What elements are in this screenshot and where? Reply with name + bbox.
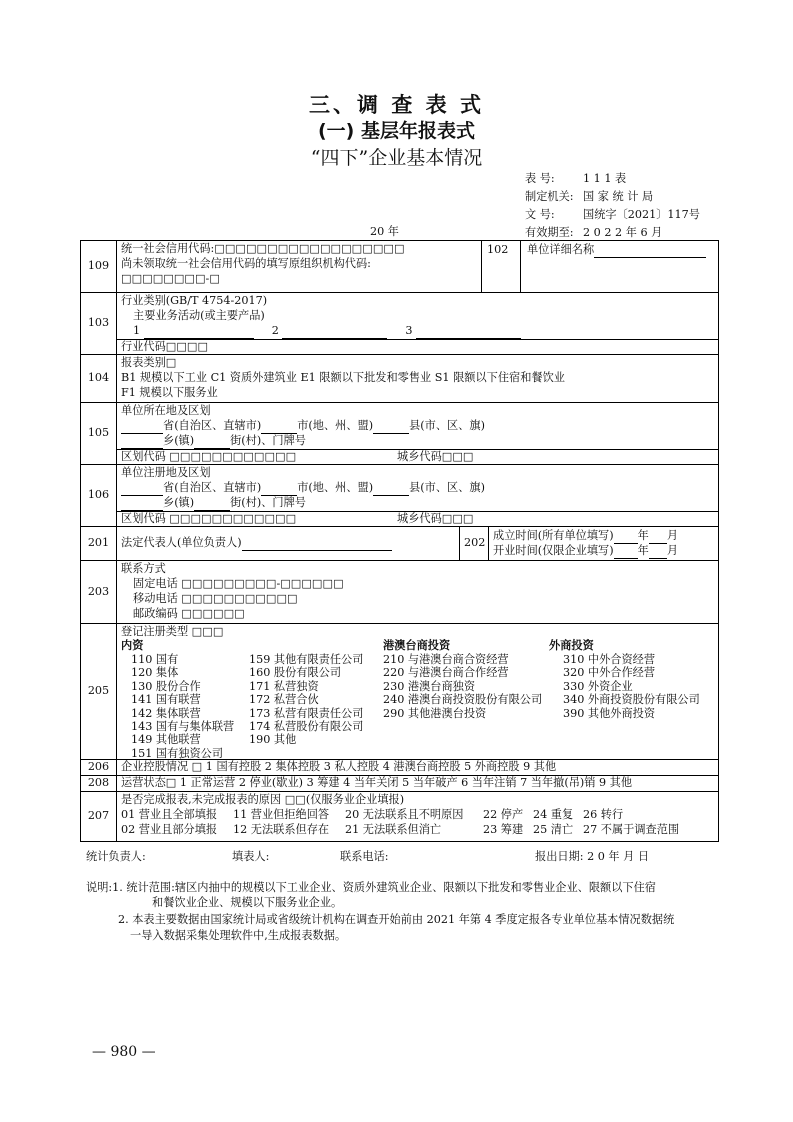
report-type-field[interactable]: 报表类别□ xyxy=(121,356,177,369)
row-208 xyxy=(81,776,718,792)
location-address-line2[interactable]: 乡(镇) 街(村)、门牌号 xyxy=(121,434,714,449)
page-number: — 980 — xyxy=(92,1044,156,1060)
opening-time-field[interactable]: 开业时间(仅限企业填写) 年 月 xyxy=(493,544,679,557)
holding-status-field[interactable]: 企业控股情况 □ 1 国有控股 2 集体控股 3 私人控股 4 港澳台商控股 5 外商控股 9 其他 xyxy=(121,760,557,773)
domestic-col2: 159 其他有限责任公司 160 股份有限公司 171 私营独资 172 私营合伙 173 私营有限责任公司 174 私营股份有限公司 190 其他 xyxy=(249,653,364,747)
row-code-102: 102 xyxy=(487,243,509,256)
industry-code-field[interactable]: 行业代码□□□□ xyxy=(117,339,718,354)
row-104 xyxy=(81,355,718,403)
row-206 xyxy=(81,760,718,776)
row-203 xyxy=(81,561,718,624)
row-code: 106 xyxy=(81,465,117,526)
phone-label: 联系电话: xyxy=(340,850,389,863)
row-106 xyxy=(81,465,718,527)
row-105 xyxy=(81,403,718,465)
filler-label: 填表人: xyxy=(232,850,270,863)
row-code: 109 xyxy=(81,241,117,292)
row-code: 104 xyxy=(81,355,117,402)
page-title: 三、调 查 表 式 xyxy=(309,93,484,117)
registered-address-line1[interactable]: 省(自治区、直辖市) 市(地、州、盟) 县(市、区、旗) xyxy=(121,481,714,496)
meta-authority: 制定机关: 国 家 统 计 局 xyxy=(525,190,654,203)
hkmt-col: 210 与港澳台商合资经营 220 与港澳台商合作经营 230 港澳台商独资 240 港澳台商投资股份有限公司 290 其他港澳台投资 xyxy=(383,653,543,720)
row-code: 201 xyxy=(81,527,117,560)
operating-status-field[interactable]: 运营状态□ 1 正常运营 2 停业(歇业) 3 筹建 4 当年关闭 5 当年破产 6 当年注销 7 当年撤(吊)销 9 其他 xyxy=(121,776,633,789)
report-date-label: 报出日期: 2 0 年 月 日 xyxy=(535,850,650,863)
report-type-options: B1 规模以下工业 C1 资质外建筑业 E1 限额以下批发和零售业 S1 限额以下住宿和餐饮业 xyxy=(121,371,565,384)
registered-address-line2[interactable]: 乡(镇) 街(村)、门牌号 xyxy=(121,496,714,511)
registered-location-label: 单位注册地及区划 xyxy=(121,466,211,479)
hkmt-heading: 港澳台商投资 xyxy=(383,639,451,652)
domestic-col1: 110 国有 120 集体 130 股份合作 141 国有联营 142 集体联营 143 国有与集体联营 149 其他联营 151 国有独资公司 xyxy=(131,653,235,759)
meta-valid-until: 有效期至: 2 0 2 2 年 6 月 xyxy=(525,226,663,239)
industry-label: 行业类别(GB/T 4754-2017) xyxy=(121,294,268,307)
foreign-col: 310 中外合资经营 320 中外合作经营 330 外资企业 340 外商投资股份有限公司 390 其他外商投资 xyxy=(563,653,700,720)
main-activity-fields[interactable]: 1 2 3 xyxy=(121,324,714,339)
completion-options-1: 01 营业且全部填报 11 营业但拒绝回答 20 无法联系且不明原因 22 停产 24 重复 26 转行 xyxy=(121,808,624,821)
completion-status-field[interactable]: 是否完成报表,未完成报表的原因 □□(仅服务业企业填报) xyxy=(121,793,405,806)
meta-table-no: 表 号: 1 1 1 表 xyxy=(525,172,627,185)
domestic-heading: 内资 xyxy=(121,639,144,652)
form-title: “四下”企业基本情况 xyxy=(310,147,483,169)
stat-manager-label: 统计负责人: xyxy=(86,850,146,863)
contact-label: 联系方式 xyxy=(121,562,166,575)
registration-type-field[interactable]: 登记注册类型 □□□ xyxy=(121,625,224,638)
note-2: 2. 本表主要数据由国家统计局或省级统计机构在调查开始前由 2021 年第 4 季度定报各专业单位基本情况数据统 xyxy=(118,913,675,926)
org-code-label: 尚未领取统一社会信用代码的填写原组织机构代码: xyxy=(121,257,371,270)
location-label: 单位所在地及区划 xyxy=(121,404,211,417)
meta-doc-no: 文 号: 国统字〔2021〕117号 xyxy=(525,208,700,221)
section-title: (一) 基层年报表式 xyxy=(318,120,475,142)
row-207 xyxy=(81,792,718,842)
row-103 xyxy=(81,293,718,355)
row-code-202: 202 xyxy=(464,536,486,549)
unit-name-field[interactable]: 单位详细名称 xyxy=(527,243,706,258)
postcode-field[interactable]: 邮政编码 □□□□□□ xyxy=(133,607,245,620)
row-code: 205 xyxy=(81,624,117,759)
report-year: 20 年 xyxy=(370,225,399,238)
row-code: 105 xyxy=(81,403,117,464)
note-2-cont: 一导入数据采集处理软件中,生成报表数据。 xyxy=(130,929,347,942)
note-1: 说明:1. 统计范围:辖区内抽中的规模以下工业企业、资质外建筑业企业、限额以下批发和零售业企业、限额以下住宿 xyxy=(86,881,656,894)
row-code: 206 xyxy=(81,760,117,775)
row-201 xyxy=(81,527,718,561)
note-1-cont: 和餐饮业企业、规模以下服务业企业。 xyxy=(152,896,343,909)
legal-rep-field[interactable]: 法定代表人(单位负责人) xyxy=(121,536,392,551)
established-time-field[interactable]: 成立时间(所有单位填写) 年 月 xyxy=(493,529,679,542)
row-code: 103 xyxy=(81,293,117,354)
row-code: 208 xyxy=(81,776,117,791)
form-table xyxy=(80,240,719,842)
completion-options-2: 02 营业且部分填报 12 无法联系但存在 21 无法联系但消亡 23 筹建 25 清亡 27 不属于调查范围 xyxy=(121,823,680,836)
row-code: 207 xyxy=(81,792,117,841)
landline-field[interactable]: 固定电话 □□□□□□□□□-□□□□□□ xyxy=(133,577,344,590)
registered-codes[interactable]: 区划代码 □□□□□□□□□□□□ 城乡代码□□□ xyxy=(117,511,718,526)
foreign-heading: 外商投资 xyxy=(549,639,594,652)
location-codes[interactable]: 区划代码 □□□□□□□□□□□□ 城乡代码□□□ xyxy=(117,449,718,464)
org-code-field[interactable]: □□□□□□□□-□ xyxy=(121,272,220,285)
row-109 xyxy=(81,241,718,293)
main-activity-label: 主要业务活动(或主要产品) xyxy=(133,309,265,322)
mobile-field[interactable]: 移动电话 □□□□□□□□□□□ xyxy=(133,592,298,605)
row-205 xyxy=(81,624,718,760)
row-code: 203 xyxy=(81,561,117,623)
credit-code-field[interactable]: 统一社会信用代码:□□□□□□□□□□□□□□□□□□ xyxy=(121,242,405,255)
report-type-options-2: F1 规模以下服务业 xyxy=(121,386,218,399)
location-address-line1[interactable]: 省(自治区、直辖市) 市(地、州、盟) 县(市、区、旗) xyxy=(121,419,714,434)
